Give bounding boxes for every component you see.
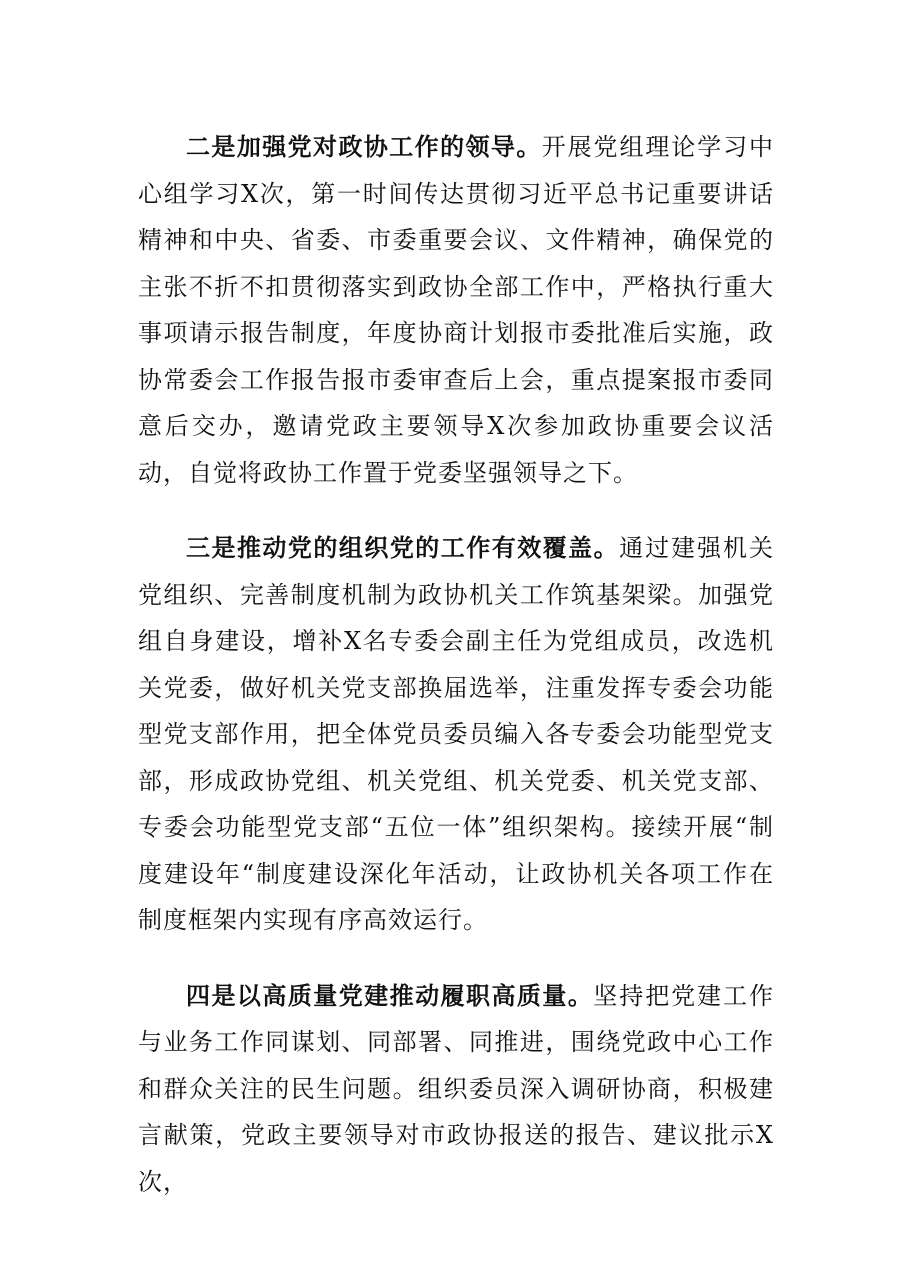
paragraph-heading: 四是以高质量党建推动履职高质量。 <box>186 980 594 1010</box>
document-body <box>138 124 774 1234</box>
paragraph-text: 开展党组理论学习中心组学习X次，第一时间传达贯彻习近平总书记重要讲话精神和中央、省委、市委重要会议、文件精神，确保党的主张不折不扣贯彻落实到政协全部工作中，严格执行重大事项请示报告制度，年度协商计划报市委批准后实施，政协常委会工作报告报市委审查后上会，重点提案报市委同意后交办，邀请党政主要领导X次参加政协重要会议活动，自觉将政协工作置于党委坚强领导之下。 <box>138 133 775 487</box>
paragraph-party-leadership <box>138 124 774 496</box>
paragraph-heading: 二是加强党对政协工作的领导。 <box>186 132 542 161</box>
paragraph-text: 通过建强机关党组织、完善制度机制为政协机关工作筑基架梁。加强党组自身建设，增补X名专委会副主任为党组成员，改选机关党委，做好机关党支部换届选举，注重发挥专委会功能型党支部作用，把全体党员委员编入各专委会功能型党支部，形成政协党组、机关党组、机关党委、机关党支部、专委会功能型党支部“五位一体”组织架构。接续开展“制度建设年“制度建设深化年活动，让政协机关各项工作在制度框架内实现有序高效运行。 <box>138 534 775 934</box>
paragraph-organization-coverage <box>138 525 774 944</box>
paragraph-high-quality-party-building <box>138 973 774 1206</box>
paragraph-heading: 三是推动党的组织党的工作有效覆盖。 <box>186 533 620 562</box>
paragraph-text: 坚持把党建工作与业务工作同谋划、同部署、同推进，围绕党政中心工作和群众关注的民生问题。组织委员深入调研协商，积极建言献策，党政主要领导对市政协报送的报告、建议批示X次， <box>138 981 775 1196</box>
